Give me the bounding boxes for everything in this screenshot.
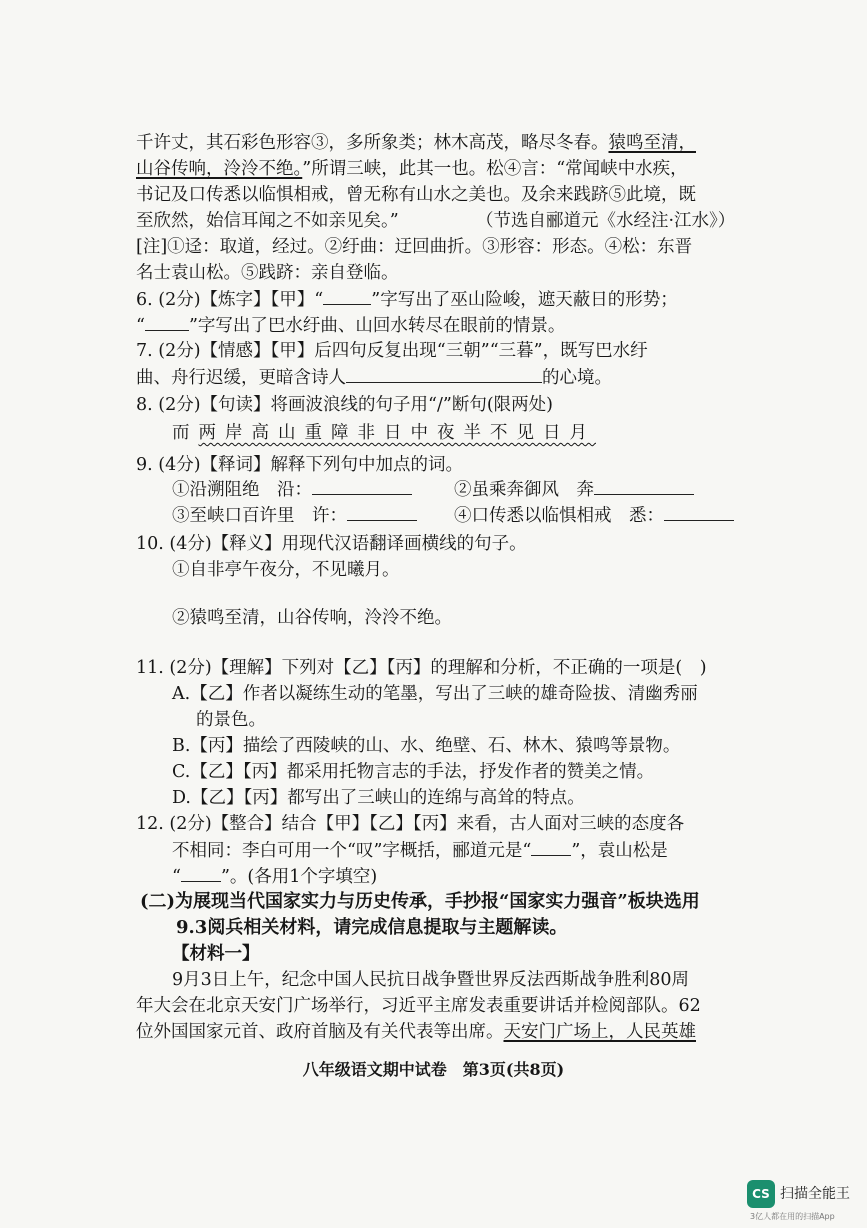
q9-blank-1[interactable] [312, 476, 412, 495]
question-6 [136, 286, 746, 313]
q6-text: “ [136, 316, 145, 336]
note-line-2: 名士袁山松。⑤践跻：亲自登临。 [136, 263, 399, 283]
q9-item-1: ①沿溯阻绝 沿： [172, 480, 312, 500]
q10-item-2: ②猿鸣至清，山谷传响，泠泠不绝。 [172, 608, 452, 628]
passage-line-3: 书记及口传悉以临惧相戒，曾无称有山水之美也。及余来践跻⑤此境，既 [136, 185, 696, 205]
q8-sentence [172, 420, 782, 446]
question-10: 10. (4分)【释义】用现代汉语翻译画横线的句子。 [136, 534, 527, 554]
question-12-cont [172, 837, 782, 864]
camscanner-logo-icon: CS [747, 1180, 775, 1208]
q9-blank-2[interactable] [594, 476, 694, 495]
passage-text: 至欣然，始信耳闻之不如亲见矣。” [136, 211, 399, 231]
q7-blank[interactable] [346, 364, 542, 383]
q6-text: 6. (2分)【炼字】【甲】“ [136, 290, 324, 310]
q10-item-1: ①自非亭午夜分，不见曦月。 [172, 560, 400, 580]
underlined-sentence: 山谷传响，泠泠不绝。 [136, 159, 303, 179]
material-1-line-2: 年大会在北京天安门广场举行，习近平主席发表重要讲话并检阅部队。62 [136, 996, 701, 1016]
wavy-sentence[interactable]: 两岸高山重障非日中夜半不见日月 [198, 423, 596, 443]
section-2-title: (二)为展现当代国家实力与历史传承，手抄报“国家实力强音”板块选用 [140, 891, 700, 912]
question-8: 8. (2分)【句读】将画波浪线的句子用“/”断句(限两处) [136, 395, 553, 415]
q12-text: “ [172, 867, 181, 887]
passage-line-2 [136, 156, 746, 182]
q9-item-2: ②虽乘奔御风 奔 [454, 480, 594, 500]
q12-blank-1[interactable] [531, 837, 571, 856]
q11-option-a[interactable]: A.【乙】作者以凝练生动的笔墨，写出了三峡的雄奇险拔、清幽秀丽 [172, 684, 698, 704]
scanner-watermark [747, 1178, 862, 1223]
q9-blank-4[interactable] [664, 502, 734, 521]
q11-option-b[interactable]: B.【丙】描绘了西陵峡的山、水、绝壁、石、林木、猿鸣等景物。 [172, 736, 681, 756]
q11-option-d[interactable]: D.【乙】【丙】都写出了三峡山的连绵与高耸的特点。 [172, 788, 585, 808]
page-footer: 八年级语文期中试卷 第3页(共8页) [302, 1060, 565, 1079]
q6-text: ”字写出了巴水纡曲、山回水转尽在眼前的情景。 [188, 316, 566, 336]
scanner-app-name: 扫描全能王 [780, 1186, 850, 1202]
passage-line-4 [136, 208, 746, 234]
section-2-title-cont: 9.3阅兵相关材料，请完成信息提取与主题解读。 [176, 917, 568, 938]
q7-text: 曲、舟行迟缓，更暗含诗人 [136, 368, 346, 388]
passage-line-1 [136, 130, 746, 156]
q9-row-1 [172, 476, 782, 503]
q6-blank-1[interactable] [323, 286, 371, 305]
q7-text: 的心境。 [542, 368, 612, 388]
q12-text: ”。(各用1个字填空) [220, 867, 378, 887]
q8-prefix: 而 [172, 423, 199, 443]
material-text: 位外国国家元首、政府首脑及有关代表等出席。 [136, 1022, 504, 1042]
q11-option-a-cont: 的景色。 [196, 710, 266, 730]
q9-item-4: ④口传悉以临惧相戒 悉： [454, 506, 664, 526]
q9-blank-3[interactable] [347, 502, 417, 521]
q12-text: 不相同：李白可用一个“叹”字概括，郦道元是“ [172, 841, 532, 861]
question-12: 12. (2分)【整合】结合【甲】【乙】【丙】来看，古人面对三峡的态度各 [136, 814, 685, 834]
question-12-cont2 [172, 863, 782, 890]
question-6-cont [136, 312, 746, 339]
underlined-sentence: 猿鸣至清， [608, 133, 696, 153]
q12-blank-2[interactable] [181, 863, 221, 882]
question-11: 11. (2分)【理解】下列对【乙】【丙】的理解和分析，不正确的一项是( ) [136, 658, 707, 678]
material-1-heading: 【材料一】 [172, 944, 260, 964]
material-1-line-3 [136, 1019, 746, 1045]
note-line-1: [注]①迳：取道，经过。②纡曲：迂回曲折。③形容：形态。④松：东晋 [136, 237, 693, 257]
question-7: 7. (2分)【情感】【甲】后四句反复出现“三朝”“三暮”，既写巴水纡 [136, 341, 648, 361]
q6-blank-2[interactable] [145, 312, 189, 331]
q9-item-3: ③至峡口百许里 许： [172, 506, 347, 526]
passage-source: （节选自郦道元《水经注·江水》） [476, 211, 736, 231]
question-7-cont [136, 364, 746, 391]
underlined-sentence: 天安门广场上，人民英雄 [503, 1022, 696, 1042]
q9-row-2 [172, 502, 782, 529]
passage-text: ”所谓三峡，此其一也。松④言：“常闻峡中水疾， [302, 159, 688, 179]
q12-text: ”，袁山松是 [571, 841, 668, 861]
q11-option-c[interactable]: C.【乙】【丙】都采用托物言志的手法，抒发作者的赞美之情。 [172, 762, 655, 782]
scanner-tagline: 3亿人都在用的扫描App [750, 1212, 835, 1221]
question-9: 9. (4分)【释词】解释下列句中加点的词。 [136, 455, 464, 475]
passage-text: 千许丈，其石彩色形容③，多所象类；林木高茂，略尽冬春。 [136, 133, 609, 153]
material-1-line-1: 9月3日上午，纪念中国人民抗日战争暨世界反法西斯战争胜利80周 [172, 970, 690, 990]
q6-text: ”字写出了巫山险峻，遮天蔽日的形势； [371, 290, 678, 310]
